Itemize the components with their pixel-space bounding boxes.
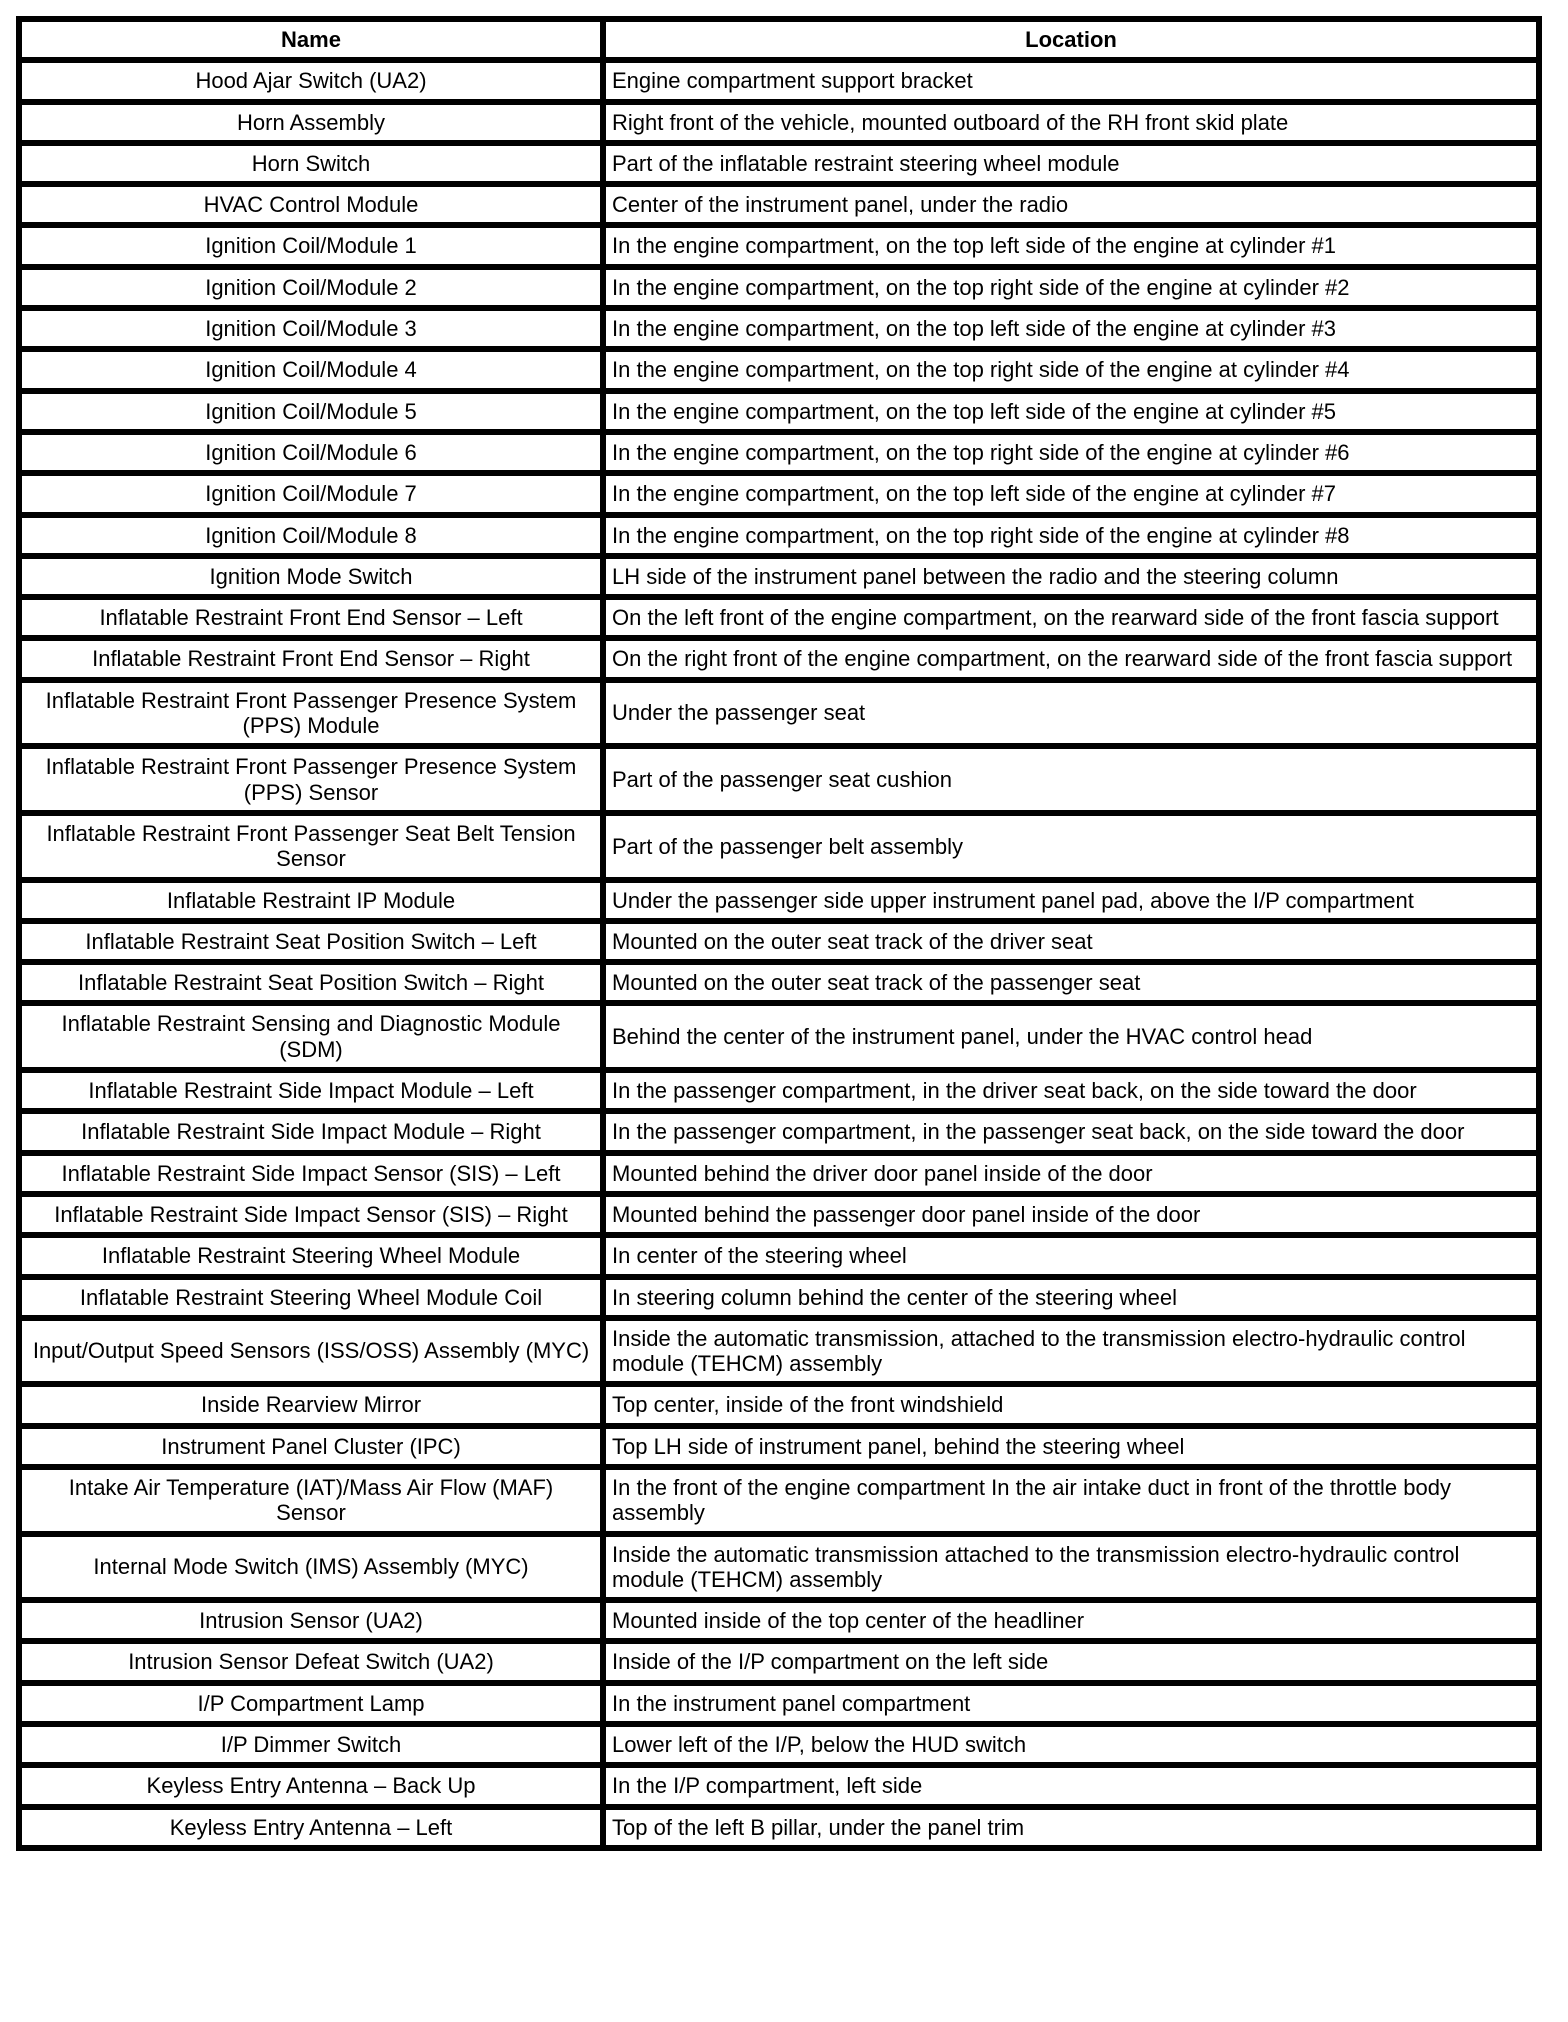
component-name-cell: Inflatable Restraint Steering Wheel Module bbox=[19, 1235, 603, 1276]
table-row bbox=[19, 1765, 1539, 1806]
table-row bbox=[19, 1318, 1539, 1385]
component-location-cell: On the left front of the engine compartment, on the rearward side of the front fascia support bbox=[603, 597, 1539, 638]
component-location-cell: Top LH side of instrument panel, behind the steering wheel bbox=[603, 1426, 1539, 1467]
component-location-cell: In the engine compartment, on the top left side of the engine at cylinder #7 bbox=[603, 473, 1539, 514]
component-location-cell: Mounted on the outer seat track of the passenger seat bbox=[603, 962, 1539, 1003]
table-row bbox=[19, 515, 1539, 556]
component-location-cell: In the I/P compartment, left side bbox=[603, 1765, 1539, 1806]
table-row bbox=[19, 1641, 1539, 1682]
table-row bbox=[19, 680, 1539, 747]
table-row bbox=[19, 225, 1539, 266]
component-name-cell: Inflatable Restraint Side Impact Sensor (SIS) – Left bbox=[19, 1153, 603, 1194]
table-row bbox=[19, 1153, 1539, 1194]
component-name-cell: Ignition Coil/Module 1 bbox=[19, 225, 603, 266]
component-location-cell: In center of the steering wheel bbox=[603, 1235, 1539, 1276]
table-row bbox=[19, 473, 1539, 514]
table-row bbox=[19, 1534, 1539, 1601]
component-location-table bbox=[16, 16, 1542, 1851]
table-row bbox=[19, 1683, 1539, 1724]
component-location-cell: In the passenger compartment, in the passenger seat back, on the side toward the door bbox=[603, 1111, 1539, 1152]
component-location-cell: Lower left of the I/P, below the HUD switch bbox=[603, 1724, 1539, 1765]
component-location-cell: Part of the passenger belt assembly bbox=[603, 813, 1539, 880]
component-name-cell: Inflatable Restraint Side Impact Module – Left bbox=[19, 1070, 603, 1111]
table-row bbox=[19, 1600, 1539, 1641]
component-name-cell: Intrusion Sensor Defeat Switch (UA2) bbox=[19, 1641, 603, 1682]
table-body bbox=[19, 60, 1539, 1848]
component-name-cell: Horn Assembly bbox=[19, 102, 603, 143]
component-name-cell: Inflatable Restraint Side Impact Sensor (SIS) – Right bbox=[19, 1194, 603, 1235]
component-location-cell: Inside of the I/P compartment on the left side bbox=[603, 1641, 1539, 1682]
component-location-cell: Mounted behind the driver door panel inside of the door bbox=[603, 1153, 1539, 1194]
component-name-cell: Instrument Panel Cluster (IPC) bbox=[19, 1426, 603, 1467]
component-location-cell: Behind the center of the instrument panel, under the HVAC control head bbox=[603, 1003, 1539, 1070]
component-name-cell: Ignition Coil/Module 6 bbox=[19, 432, 603, 473]
component-name-cell: Inflatable Restraint Front Passenger Seat Belt Tension Sensor bbox=[19, 813, 603, 880]
component-location-cell: Under the passenger side upper instrument panel pad, above the I/P compartment bbox=[603, 880, 1539, 921]
table-row bbox=[19, 432, 1539, 473]
component-name-cell: Ignition Coil/Module 4 bbox=[19, 349, 603, 390]
component-location-cell: Center of the instrument panel, under the radio bbox=[603, 184, 1539, 225]
component-location-cell: In the engine compartment, on the top right side of the engine at cylinder #6 bbox=[603, 432, 1539, 473]
component-name-cell: Inflatable Restraint Front Passenger Presence System (PPS) Sensor bbox=[19, 746, 603, 813]
table-row bbox=[19, 813, 1539, 880]
component-location-cell: Right front of the vehicle, mounted outboard of the RH front skid plate bbox=[603, 102, 1539, 143]
component-location-cell: Under the passenger seat bbox=[603, 680, 1539, 747]
table-row bbox=[19, 60, 1539, 101]
component-location-cell: In the engine compartment, on the top right side of the engine at cylinder #4 bbox=[603, 349, 1539, 390]
component-location-cell: In the engine compartment, on the top right side of the engine at cylinder #2 bbox=[603, 267, 1539, 308]
table-row bbox=[19, 308, 1539, 349]
table-row bbox=[19, 1003, 1539, 1070]
component-name-cell: Ignition Mode Switch bbox=[19, 556, 603, 597]
component-name-cell: Ignition Coil/Module 2 bbox=[19, 267, 603, 308]
component-name-cell: Inflatable Restraint Side Impact Module – Right bbox=[19, 1111, 603, 1152]
component-location-cell: Part of the inflatable restraint steering wheel module bbox=[603, 143, 1539, 184]
table-row bbox=[19, 1467, 1539, 1534]
table-row bbox=[19, 1426, 1539, 1467]
component-name-cell: Intrusion Sensor (UA2) bbox=[19, 1600, 603, 1641]
table-row bbox=[19, 102, 1539, 143]
component-location-cell: Top of the left B pillar, under the panel trim bbox=[603, 1807, 1539, 1848]
component-name-cell: Keyless Entry Antenna – Left bbox=[19, 1807, 603, 1848]
component-location-cell: Part of the passenger seat cushion bbox=[603, 746, 1539, 813]
component-name-cell: Ignition Coil/Module 5 bbox=[19, 391, 603, 432]
component-name-cell: Inside Rearview Mirror bbox=[19, 1384, 603, 1425]
component-location-cell: In the engine compartment, on the top left side of the engine at cylinder #3 bbox=[603, 308, 1539, 349]
component-location-cell: In the front of the engine compartment In the air intake duct in front of the throttle body assembly bbox=[603, 1467, 1539, 1534]
table-row bbox=[19, 638, 1539, 679]
component-location-cell: Inside the automatic transmission attached to the transmission electro-hydraulic control module (TEHCM) assembly bbox=[603, 1534, 1539, 1601]
component-name-cell: Inflatable Restraint IP Module bbox=[19, 880, 603, 921]
component-location-cell: On the right front of the engine compartment, on the rearward side of the front fascia support bbox=[603, 638, 1539, 679]
component-location-cell: Engine compartment support bracket bbox=[603, 60, 1539, 101]
component-location-cell: In the instrument panel compartment bbox=[603, 1683, 1539, 1724]
component-name-cell: Intake Air Temperature (IAT)/Mass Air Flow (MAF) Sensor bbox=[19, 1467, 603, 1534]
table-row bbox=[19, 1384, 1539, 1425]
table-row bbox=[19, 1235, 1539, 1276]
table-row bbox=[19, 184, 1539, 225]
component-name-cell: Inflatable Restraint Front End Sensor – Left bbox=[19, 597, 603, 638]
component-location-cell: LH side of the instrument panel between the radio and the steering column bbox=[603, 556, 1539, 597]
table-row bbox=[19, 267, 1539, 308]
component-name-cell: Hood Ajar Switch (UA2) bbox=[19, 60, 603, 101]
table-row bbox=[19, 746, 1539, 813]
component-location-cell: Inside the automatic transmission, attached to the transmission electro-hydraulic control module (TEHCM) assembly bbox=[603, 1318, 1539, 1385]
table-row bbox=[19, 1111, 1539, 1152]
table-row bbox=[19, 597, 1539, 638]
component-location-cell: Top center, inside of the front windshield bbox=[603, 1384, 1539, 1425]
component-name-cell: Inflatable Restraint Front Passenger Presence System (PPS) Module bbox=[19, 680, 603, 747]
table-row bbox=[19, 143, 1539, 184]
table-row bbox=[19, 1724, 1539, 1765]
component-name-cell: Inflatable Restraint Front End Sensor – Right bbox=[19, 638, 603, 679]
location-column-header: Location bbox=[603, 19, 1539, 60]
component-name-cell: HVAC Control Module bbox=[19, 184, 603, 225]
component-location-cell: Mounted on the outer seat track of the driver seat bbox=[603, 921, 1539, 962]
header-row bbox=[19, 19, 1539, 60]
table-row bbox=[19, 1807, 1539, 1848]
component-name-cell: Internal Mode Switch (IMS) Assembly (MYC) bbox=[19, 1534, 603, 1601]
component-name-cell: Ignition Coil/Module 8 bbox=[19, 515, 603, 556]
component-location-cell: In the engine compartment, on the top left side of the engine at cylinder #5 bbox=[603, 391, 1539, 432]
component-location-cell: In the engine compartment, on the top left side of the engine at cylinder #1 bbox=[603, 225, 1539, 266]
component-location-cell: In the passenger compartment, in the driver seat back, on the side toward the door bbox=[603, 1070, 1539, 1111]
component-location-cell: In the engine compartment, on the top right side of the engine at cylinder #8 bbox=[603, 515, 1539, 556]
table-row bbox=[19, 1194, 1539, 1235]
component-name-cell: Inflatable Restraint Seat Position Switch – Left bbox=[19, 921, 603, 962]
component-name-cell: Horn Switch bbox=[19, 143, 603, 184]
component-name-cell: I/P Dimmer Switch bbox=[19, 1724, 603, 1765]
table-row bbox=[19, 391, 1539, 432]
table-row bbox=[19, 921, 1539, 962]
table-row bbox=[19, 349, 1539, 390]
table-row bbox=[19, 1277, 1539, 1318]
component-name-cell: Input/Output Speed Sensors (ISS/OSS) Assembly (MYC) bbox=[19, 1318, 603, 1385]
table-row bbox=[19, 556, 1539, 597]
component-location-cell: Mounted behind the passenger door panel inside of the door bbox=[603, 1194, 1539, 1235]
component-location-cell: Mounted inside of the top center of the headliner bbox=[603, 1600, 1539, 1641]
component-location-cell: In steering column behind the center of the steering wheel bbox=[603, 1277, 1539, 1318]
table-row bbox=[19, 962, 1539, 1003]
table-row bbox=[19, 1070, 1539, 1111]
component-name-cell: I/P Compartment Lamp bbox=[19, 1683, 603, 1724]
component-name-cell: Inflatable Restraint Sensing and Diagnostic Module (SDM) bbox=[19, 1003, 603, 1070]
component-name-cell: Inflatable Restraint Steering Wheel Module Coil bbox=[19, 1277, 603, 1318]
name-column-header: Name bbox=[19, 19, 603, 60]
component-name-cell: Ignition Coil/Module 3 bbox=[19, 308, 603, 349]
table-row bbox=[19, 880, 1539, 921]
component-name-cell: Inflatable Restraint Seat Position Switch – Right bbox=[19, 962, 603, 1003]
component-name-cell: Ignition Coil/Module 7 bbox=[19, 473, 603, 514]
component-name-cell: Keyless Entry Antenna – Back Up bbox=[19, 1765, 603, 1806]
